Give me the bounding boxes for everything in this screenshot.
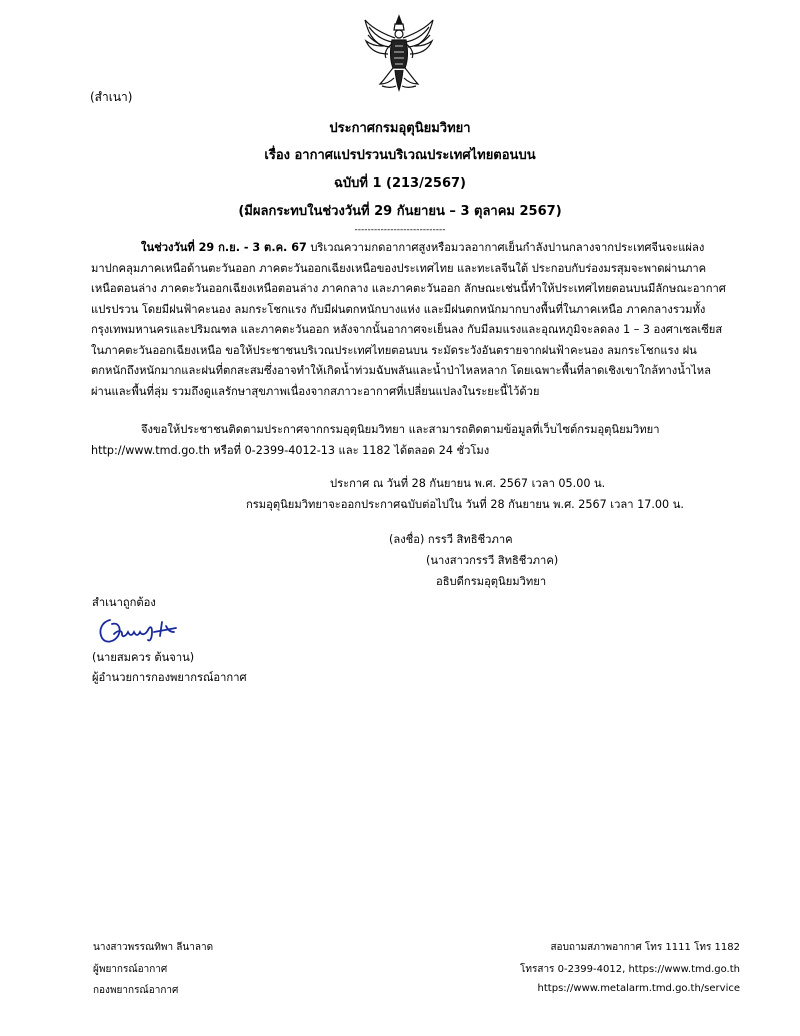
copy-label: (สำเนา) [90,90,133,104]
footer-contact-link[interactable]: https://www.metalarm.tmd.go.th/service [537,983,740,994]
doc-title: ประกาศกรมอุตุนิยมวิทยา [329,121,471,136]
body-paragraph-2: จึงขอให้ประชาชนติดตามประกาศจากกรมอุตุนิยมวิทยา และสามารถติดตามข้อมูลที่เว็บไซต์กรมอุตุนิยมวิทยา http://www.tmd.go.th หรือที่ 0-2399-4012-13 และ 1182 ได้ตลอด 24 ชั่วโมง [91,423,660,457]
announcement-issued: ประกาศ ณ วันที่ 28 กันยายน พ.ศ. 2567 เวลา 05.00 น. [330,477,606,490]
handwritten-signature [96,612,182,648]
footer-forecaster-division: กองพยากรณ์อากาศ [93,985,179,996]
doc-issue-number: ฉบับที่ 1 (213/2567) [334,176,466,191]
announcement-next: กรมอุตุนิยมวิทยาจะออกประกาศฉบับต่อไปใน วันที่ 28 กันยายน พ.ศ. 2567 เวลา 17.00 น. [246,498,684,511]
signatory-full-name: (นางสาวกรรวี สิทธิชีวภาค) [426,554,559,567]
garuda-emblem-icon [362,14,436,92]
footer-contact-fax: โทรสาร 0-2399-4012, https://www.tmd.go.th [520,964,740,975]
certifier-position: ผู้อำนวยการกองพยากรณ์อากาศ [92,671,247,684]
signatory-position: อธิบดีกรมอุตุนิยมวิทยา [436,575,547,588]
footer-forecaster-name: นางสาวพรรณทิพา ลีนาลาด [93,942,214,953]
body-paragraph-1-lead: ในช่วงวันที่ 29 ก.ย. - 3 ต.ค. 67 [141,241,307,254]
body-paragraph-1 [91,238,731,402]
title-separator: ---------------------------- [354,225,446,235]
signatory-signed: (ลงชื่อ) กรรวี สิทธิชีวภาค [389,533,513,546]
certifier-name: (นายสมควร ต้นจาน) [92,651,195,664]
footer-forecaster-title: ผู้พยากรณ์อากาศ [93,964,168,975]
certified-copy-label: สำเนาถูกต้อง [92,596,156,609]
doc-subject: เรื่อง อากาศแปรปรวนบริเวณประเทศไทยตอนบน [264,148,536,163]
footer-contact-phone: สอบถามสภาพอากาศ โทร 1111 โทร 1182 [550,942,740,953]
doc-effective-period: (มีผลกระทบในช่วงวันที่ 29 กันยายน – 3 ตุลาคม 2567) [238,204,562,219]
body-paragraph-1-text: บริเวณความกดอากาศสูงหรือมวลอากาศเย็นกำลังปานกลางจากประเทศจีนจะแผ่ลงมาปกคลุมภาคเหนือด้านตะวันออก ภาคตะวันออกเฉียงเหนือของประเทศไทย และทะเลจีนใต้ ประกอบกับร่องมรสุมจะพาดผ่านภาคเหนือตอนล่าง ภาคตะวันออกเฉียงเหนือตอนล่าง ภาคกลาง และภาคตะวันออก ลักษณะเช่นนี้ทำให้ประเทศไทยตอนบนมีลักษณะอากาศแปรปรวน โดยมีฝนฟ้าคะนอง ลมกระโชกแรง กับมีฝนตกหนักบางแห่ง และมีฝนตกหนักมากบางพื้นที่ในภาคเหนือ ภาคกลางรวมทั้งกรุงเทพมหานครและปริมณฑล และภาคตะวันออก หลังจากนั้นอากาศจะเย็นลง กับมีลมแรงและอุณหภูมิจะลดลง 1 – 3 องศาเซลเซียสในภาคตะวันออกเฉียงเหนือ ขอให้ประชาชนบริเวณประเทศไทยตอนบน ระมัดระวังอันตรายจากฝนฟ้าคะนอง ลมกระโชกแรง ฝนตกหนักถึงหนักมากและฝนที่ตกสะสมซึ่งอาจทำให้เกิดน้ำท่วมฉับพลันและน้ำป่าไหลหลาก โดยเฉพาะพื้นที่ลาดเชิงเขาใกล้ทางน้ำไหลผ่านและพื้นที่ลุ่ม รวมถึงดูแลรักษาสุขภาพเนื่องจากสภาวะอากาศที่เปลี่ยนแปลงในระยะนี้ไว้ด้วย [91,241,726,398]
